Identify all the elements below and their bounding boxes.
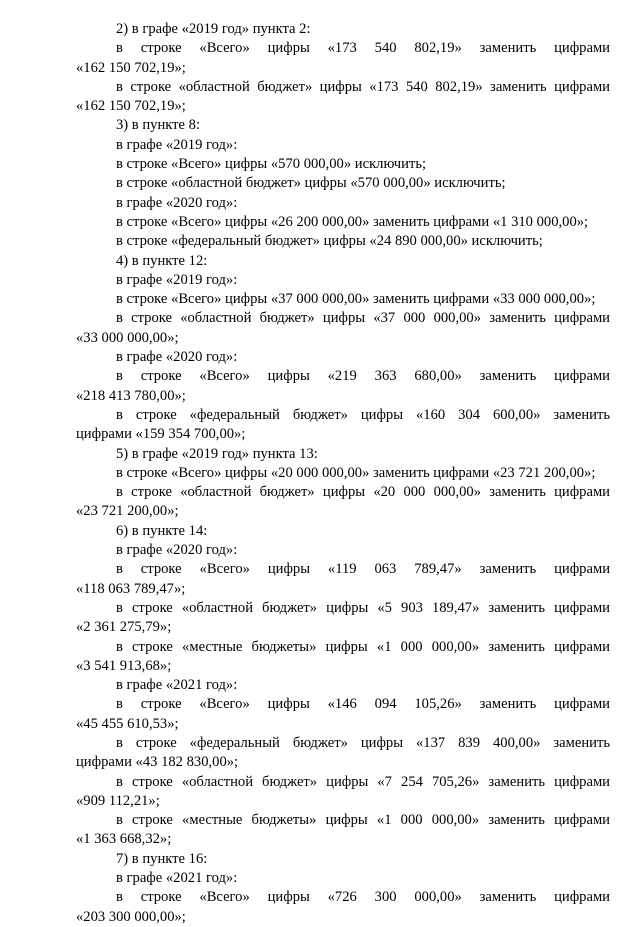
text-line: в строке «местные бюджеты» цифры «1 000 000,00» заменить цифрами	[116, 812, 610, 829]
text-line: в графе «2019 год»:	[116, 136, 238, 153]
text-line: в строке «местные бюджеты» цифры «1 000 000,00» заменить цифрами	[116, 638, 610, 655]
text-line: в графе «2019 год»:	[116, 271, 238, 288]
text-line: в строке «Всего» цифры «146 094 105,26» заменить цифрами	[116, 696, 610, 713]
text-line: в строке «Всего» цифры «26 200 000,00» заменить цифрами «1 310 000,00»;	[116, 213, 589, 230]
text-line: «2 361 275,79»;	[76, 619, 172, 636]
text-line: в строке «федеральный бюджет» цифры «137 839 400,00» заменить	[116, 734, 610, 751]
text-line: в строке «областной бюджет» цифры «20 000 000,00» заменить цифрами	[116, 484, 610, 501]
text-line: «909 112,21»;	[76, 792, 160, 809]
text-line: «218 413 780,00»;	[76, 387, 186, 404]
item-5-heading: 5) в графе «2019 год» пункта 13:	[116, 445, 318, 462]
text-line: в строке «Всего» цифры «726 300 000,00» заменить цифрами	[116, 889, 610, 906]
item-3-heading: 3) в пункте 8:	[116, 117, 201, 134]
text-line: цифрами «43 182 830,00»;	[76, 754, 239, 771]
text-line: «3 541 913,68»;	[76, 657, 172, 674]
text-line: в графе «2021 год»:	[116, 677, 238, 694]
text-line: в графе «2020 год»:	[116, 194, 238, 211]
text-line: в строке «федеральный бюджет» цифры «24 890 000,00» исключить;	[116, 233, 543, 250]
text-line: «1 363 668,32»;	[76, 831, 172, 848]
text-line: в строке «областной бюджет» цифры «5 903 189,47» заменить цифрами	[116, 599, 610, 616]
text-line: в строке «федеральный бюджет» цифры «160 304 600,00» заменить	[116, 406, 610, 423]
item-7-heading: 7) в пункте 16:	[116, 850, 208, 867]
text-line: «162 150 702,19»;	[76, 98, 186, 115]
text-line: в строке «областной бюджет» цифры «37 000 000,00» заменить цифрами	[116, 310, 610, 327]
text-line: в графе «2020 год»:	[116, 349, 238, 366]
text-line: в строке «областной бюджет» цифры «173 540 802,19» заменить цифрами	[116, 78, 610, 95]
text-line: «118 063 789,47»;	[76, 580, 186, 597]
text-line: в строке «Всего» цифры «37 000 000,00» заменить цифрами «33 000 000,00»;	[116, 291, 596, 308]
text-line: в строке «Всего» цифры «20 000 000,00» заменить цифрами «23 721 200,00»;	[116, 464, 596, 481]
text-line: в графе «2020 год»:	[116, 542, 238, 559]
text-line: «162 150 702,19»;	[76, 59, 186, 76]
item-4-heading: 4) в пункте 12:	[116, 252, 208, 269]
text-line: «23 721 200,00»;	[76, 503, 179, 520]
text-line: в строке «Всего» цифры «570 000,00» исключить;	[116, 156, 427, 173]
text-line: в строке «областной бюджет» цифры «7 254 705,26» заменить цифрами	[116, 773, 610, 790]
text-line: «45 455 610,53»;	[76, 715, 179, 732]
item-6-heading: 6) в пункте 14:	[116, 522, 208, 539]
text-line: в строке «Всего» цифры «219 363 680,00» заменить цифрами	[116, 368, 610, 385]
text-line: «203 300 000,00»;	[76, 908, 186, 925]
text-line: в строке «Всего» цифры «119 063 789,47» заменить цифрами	[116, 561, 610, 578]
text-line: «33 000 000,00»;	[76, 329, 179, 346]
text-line: в строке «областной бюджет» цифры «570 000,00» исключить;	[116, 175, 506, 192]
text-line: в строке «Всего» цифры «173 540 802,19» заменить цифрами	[116, 40, 610, 57]
text-line: цифрами «159 354 700,00»;	[76, 426, 246, 443]
text-line: в графе «2021 год»:	[116, 870, 238, 887]
item-2-heading: 2) в графе «2019 год» пункта 2:	[116, 21, 311, 37]
